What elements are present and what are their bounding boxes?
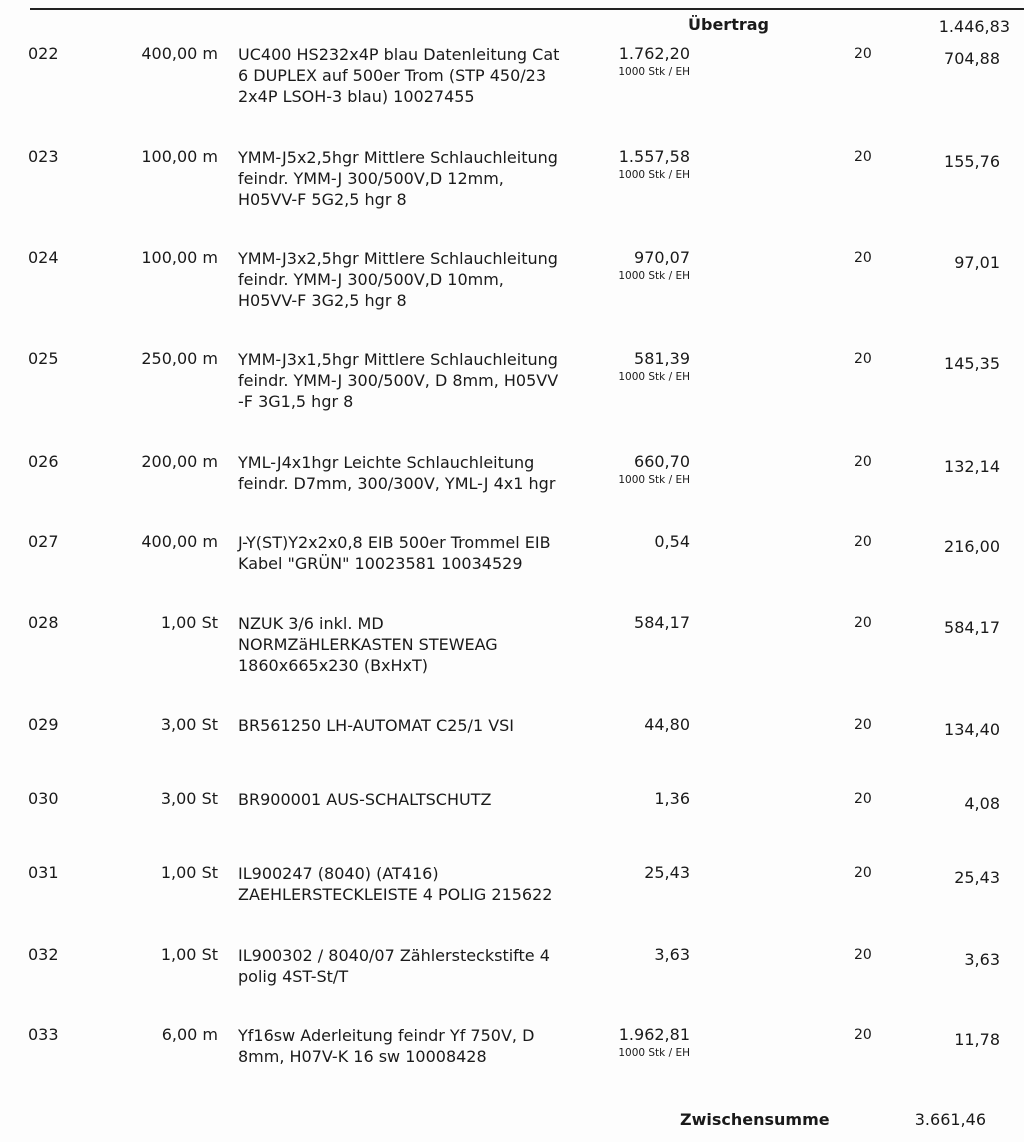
tax-rate: 20 — [854, 250, 872, 266]
tax-rate: 20 — [854, 791, 872, 807]
subtotal-value: 3.661,46 — [914, 1110, 986, 1129]
tax-rate: 20 — [854, 46, 872, 62]
unit-price: 584,17 — [634, 613, 690, 632]
unit-price: 581,39 — [634, 349, 690, 368]
unit-price: 44,80 — [644, 715, 690, 734]
unit-price: 25,43 — [644, 863, 690, 882]
line-total: 216,00 — [944, 537, 1000, 556]
position-number: 030 — [28, 789, 59, 808]
quantity: 200,00 m — [141, 452, 218, 471]
position-number: 022 — [28, 44, 59, 63]
position-number: 032 — [28, 945, 59, 964]
unit-price: 1.762,20 — [618, 44, 690, 63]
line-total: 25,43 — [954, 868, 1000, 887]
item-description: BR561250 LH-AUTOMAT C25/1 VSI — [238, 716, 515, 735]
quantity: 3,00 St — [160, 715, 218, 734]
line-total: 145,35 — [944, 354, 1000, 373]
position-number: 028 — [28, 613, 59, 632]
line-total: 704,88 — [944, 49, 1000, 68]
unit-price: 1.962,81 — [618, 1025, 690, 1044]
table-row — [0, 1025, 1024, 1105]
item-description: BR900001 AUS-SCHALTSCHUTZ — [238, 790, 492, 809]
table-row — [0, 945, 1024, 1025]
table-row — [0, 789, 1024, 869]
price-unit: 1000 Stk / EH — [618, 169, 690, 181]
tax-rate: 20 — [854, 717, 872, 733]
tax-rate: 20 — [854, 615, 872, 631]
table-row — [0, 248, 1024, 328]
item-description: UC400 HS232x4P blau Datenleitung Cat 6 DUPLEX auf 500er Trom (STP 450/23 2x4P LSOH-3 blau) 10027455 — [238, 45, 560, 106]
item-description: IL900247 (8040) (AT416) ZAEHLERSTECKLEISTE 4 POLIG 215622 — [238, 864, 553, 904]
tax-rate: 20 — [854, 1027, 872, 1043]
position-number: 031 — [28, 863, 59, 882]
line-total: 134,40 — [944, 720, 1000, 739]
tax-rate: 20 — [854, 454, 872, 470]
quantity: 100,00 m — [141, 248, 218, 267]
table-row — [0, 715, 1024, 795]
price-unit: 1000 Stk / EH — [618, 66, 690, 78]
position-number: 026 — [28, 452, 59, 471]
unit-price: 660,70 — [634, 452, 690, 471]
line-total: 132,14 — [944, 457, 1000, 476]
price-unit: 1000 Stk / EH — [618, 270, 690, 282]
position-number: 025 — [28, 349, 59, 368]
unit-price: 1.557,58 — [618, 147, 690, 166]
item-description: IL900302 / 8040/07 Zählersteckstifte 4 polig 4ST-St/T — [238, 946, 550, 986]
subtotal-label: Zwischensumme — [680, 1110, 830, 1129]
position-number: 029 — [28, 715, 59, 734]
line-total: 584,17 — [944, 618, 1000, 637]
quantity: 100,00 m — [141, 147, 218, 166]
carry-over-label: Übertrag — [688, 15, 769, 34]
table-row — [0, 613, 1024, 693]
table-row — [0, 452, 1024, 532]
quantity: 1,00 St — [160, 863, 218, 882]
line-total: 3,63 — [964, 950, 1000, 969]
tax-rate: 20 — [854, 865, 872, 881]
item-description: Yf16sw Aderleitung feindr Yf 750V, D 8mm, H07V-K 16 sw 10008428 — [238, 1026, 535, 1066]
quantity: 6,00 m — [161, 1025, 218, 1044]
position-number: 024 — [28, 248, 59, 267]
header-rule — [30, 8, 1024, 10]
unit-price: 0,54 — [654, 532, 690, 551]
price-unit: 1000 Stk / EH — [618, 474, 690, 486]
line-total: 97,01 — [954, 253, 1000, 272]
tax-rate: 20 — [854, 149, 872, 165]
quantity: 1,00 St — [160, 613, 218, 632]
table-row — [0, 349, 1024, 429]
quantity: 250,00 m — [141, 349, 218, 368]
item-description: J-Y(ST)Y2x2x0,8 EIB 500er Trommel EIB Kabel "GRÜN" 10023581 10034529 — [238, 533, 551, 573]
line-total: 11,78 — [954, 1030, 1000, 1049]
position-number: 023 — [28, 147, 59, 166]
quantity: 3,00 St — [160, 789, 218, 808]
tax-rate: 20 — [854, 351, 872, 367]
price-unit: 1000 Stk / EH — [618, 1047, 690, 1059]
position-number: 033 — [28, 1025, 59, 1044]
position-number: 027 — [28, 532, 59, 551]
quantity: 400,00 m — [141, 44, 218, 63]
tax-rate: 20 — [854, 534, 872, 550]
quantity: 1,00 St — [160, 945, 218, 964]
line-total: 155,76 — [944, 152, 1000, 171]
unit-price: 1,36 — [654, 789, 690, 808]
carry-over-value: 1.446,83 — [938, 17, 1010, 36]
unit-price: 970,07 — [634, 248, 690, 267]
item-description: YML-J4x1hgr Leichte Schlauchleitung feindr. D7mm, 300/300V, YML-J 4x1 hgr — [238, 453, 556, 493]
unit-price: 3,63 — [654, 945, 690, 964]
item-description: YMM-J3x1,5hgr Mittlere Schlauchleitung feindr. YMM-J 300/500V, D 8mm, H05VV -F 3G1,5 hgr 8 — [238, 350, 559, 411]
item-description: NZUK 3/6 inkl. MD NORMZäHLERKASTEN STEWEAG 1860x665x230 (BxHxT) — [238, 614, 498, 675]
table-row — [0, 147, 1024, 227]
table-row — [0, 532, 1024, 612]
table-row — [0, 863, 1024, 943]
item-description: YMM-J5x2,5hgr Mittlere Schlauchleitung feindr. YMM-J 300/500V,D 12mm, H05VV-F 5G2,5 hgr 8 — [238, 148, 558, 209]
item-description: YMM-J3x2,5hgr Mittlere Schlauchleitung feindr. YMM-J 300/500V,D 10mm, H05VV-F 3G2,5 hgr 8 — [238, 249, 558, 310]
tax-rate: 20 — [854, 947, 872, 963]
price-unit: 1000 Stk / EH — [618, 371, 690, 383]
line-total: 4,08 — [964, 794, 1000, 813]
quantity: 400,00 m — [141, 532, 218, 551]
table-row — [0, 44, 1024, 124]
